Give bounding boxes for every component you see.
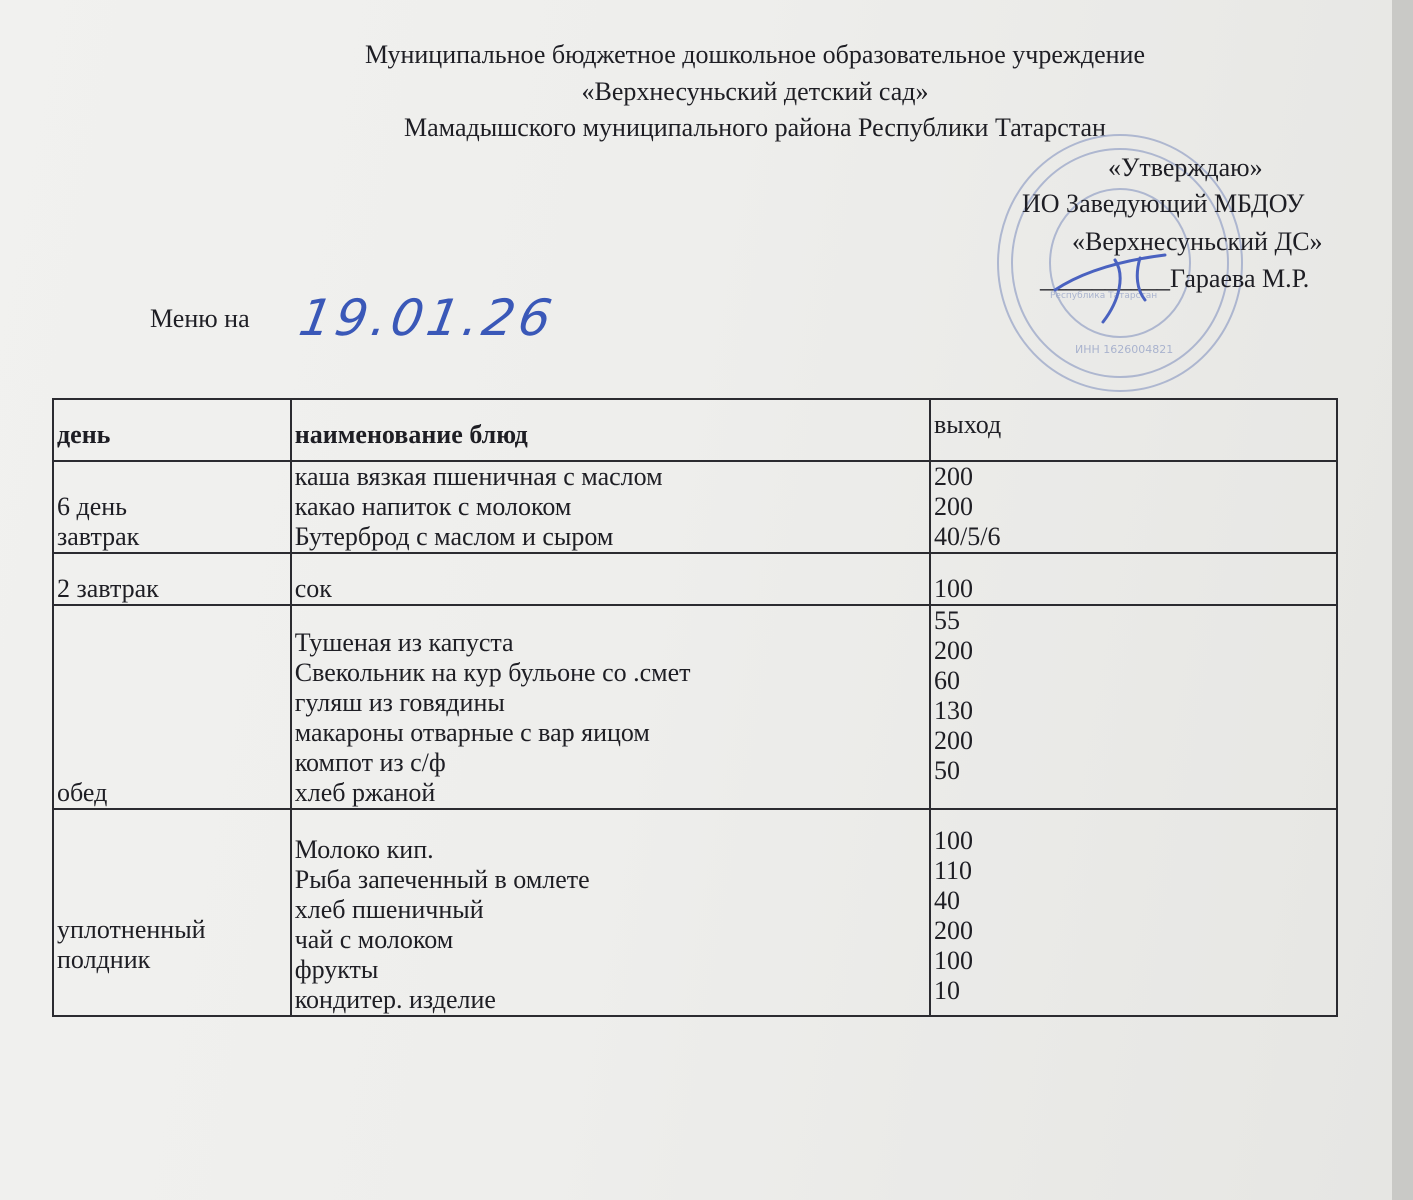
dish-item: макароны отварные с вар яицом (294, 718, 650, 747)
row-day-cell (53, 461, 291, 553)
row-yields-cell (930, 809, 1337, 1016)
yield-value: 100 (934, 826, 973, 855)
yield-value: 50 (934, 756, 960, 785)
table-row (53, 605, 1337, 809)
table-row (53, 809, 1337, 1016)
dish-item: чай с молоком (294, 925, 454, 954)
row-items-cell (291, 553, 930, 605)
row-items-cell (291, 461, 930, 553)
row-day-cell (53, 605, 291, 809)
meal-label: 2 завтрак (57, 574, 159, 603)
menu-date: 19.01.26 (294, 289, 560, 347)
yield-value: 100 (934, 574, 973, 603)
header-yield: выход (930, 399, 1337, 461)
approval-title: «Утверждаю» (1108, 153, 1263, 182)
table-header-row (53, 399, 1337, 461)
row-yields-cell (930, 461, 1337, 553)
dish-item: компот из с/ф (294, 748, 446, 777)
yield-value: 200 (934, 462, 973, 491)
meal-label: уплотненный (57, 915, 206, 944)
yield-value: 200 (934, 636, 973, 665)
yield-value: 200 (934, 492, 973, 521)
dish-item: хлеб пшеничный (294, 895, 484, 924)
signature (1045, 230, 1195, 330)
stamp-inn-text: ИНН 1626004821 (1075, 343, 1174, 356)
row-day-cell (53, 809, 291, 1016)
day-label: 6 день (57, 492, 128, 521)
yield-value: 55 (934, 606, 960, 635)
background-surface (1392, 0, 1413, 1200)
org-name-line-3: Мамадышского муниципального района Республики Татарстан (404, 113, 1106, 142)
yield-value: 40 (934, 886, 960, 915)
row-yields-cell (930, 605, 1337, 809)
dish-item: сок (294, 574, 332, 603)
approval-org: «Верхнесуньский ДС» (1072, 227, 1323, 256)
dish-item: какао напиток с молоком (294, 492, 572, 521)
table-row (53, 461, 1337, 553)
dish-item: фрукты (294, 955, 379, 984)
dish-item: кондитер. изделие (294, 985, 496, 1014)
dish-item: Свекольник на кур бульоне со .смет (294, 658, 691, 687)
header-day: день (53, 399, 291, 461)
yield-value: 130 (934, 696, 973, 725)
yield-value: 40/5/6 (934, 522, 1001, 551)
row-yields-cell (930, 553, 1337, 605)
meal-label: завтрак (57, 522, 140, 551)
org-name-line-1: Муниципальное бюджетное дошкольное образовательное учреждение (365, 40, 1145, 69)
row-day-cell (53, 553, 291, 605)
menu-table (52, 398, 1338, 1017)
meal-label: обед (57, 778, 108, 807)
dish-item: Молоко кип. (294, 835, 434, 864)
meal-label: полдник (57, 945, 151, 974)
dish-item: Тушеная из капуста (294, 628, 514, 657)
row-items-cell (291, 605, 930, 809)
row-items-cell (291, 809, 930, 1016)
yield-value: 60 (934, 666, 960, 695)
yield-value: 200 (934, 726, 973, 755)
approval-signatory: __________Гараева М.Р. (1040, 264, 1310, 293)
dish-item: каша вязкая пшеничная с маслом (294, 462, 663, 491)
dish-item: хлеб ржаной (294, 778, 436, 807)
stamp-region-text: Республика Татарстан (1050, 291, 1158, 301)
org-name-line-2: «Верхнесуньский детский сад» (581, 77, 929, 106)
yield-value: 100 (934, 946, 973, 975)
yield-value: 10 (934, 976, 960, 1005)
menu-for-label: Меню на (150, 304, 250, 333)
dish-item: гуляш из говядины (294, 688, 505, 717)
table-row (53, 553, 1337, 605)
yield-value: 200 (934, 916, 973, 945)
yield-value: 110 (934, 856, 973, 885)
header-dish-name: наименование блюд (291, 399, 930, 461)
dish-item: Рыба запеченный в омлете (294, 865, 590, 894)
approval-position: ИО Заведующий МБДОУ (1022, 189, 1305, 218)
dish-item: Бутерброд с маслом и сыром (294, 522, 614, 551)
